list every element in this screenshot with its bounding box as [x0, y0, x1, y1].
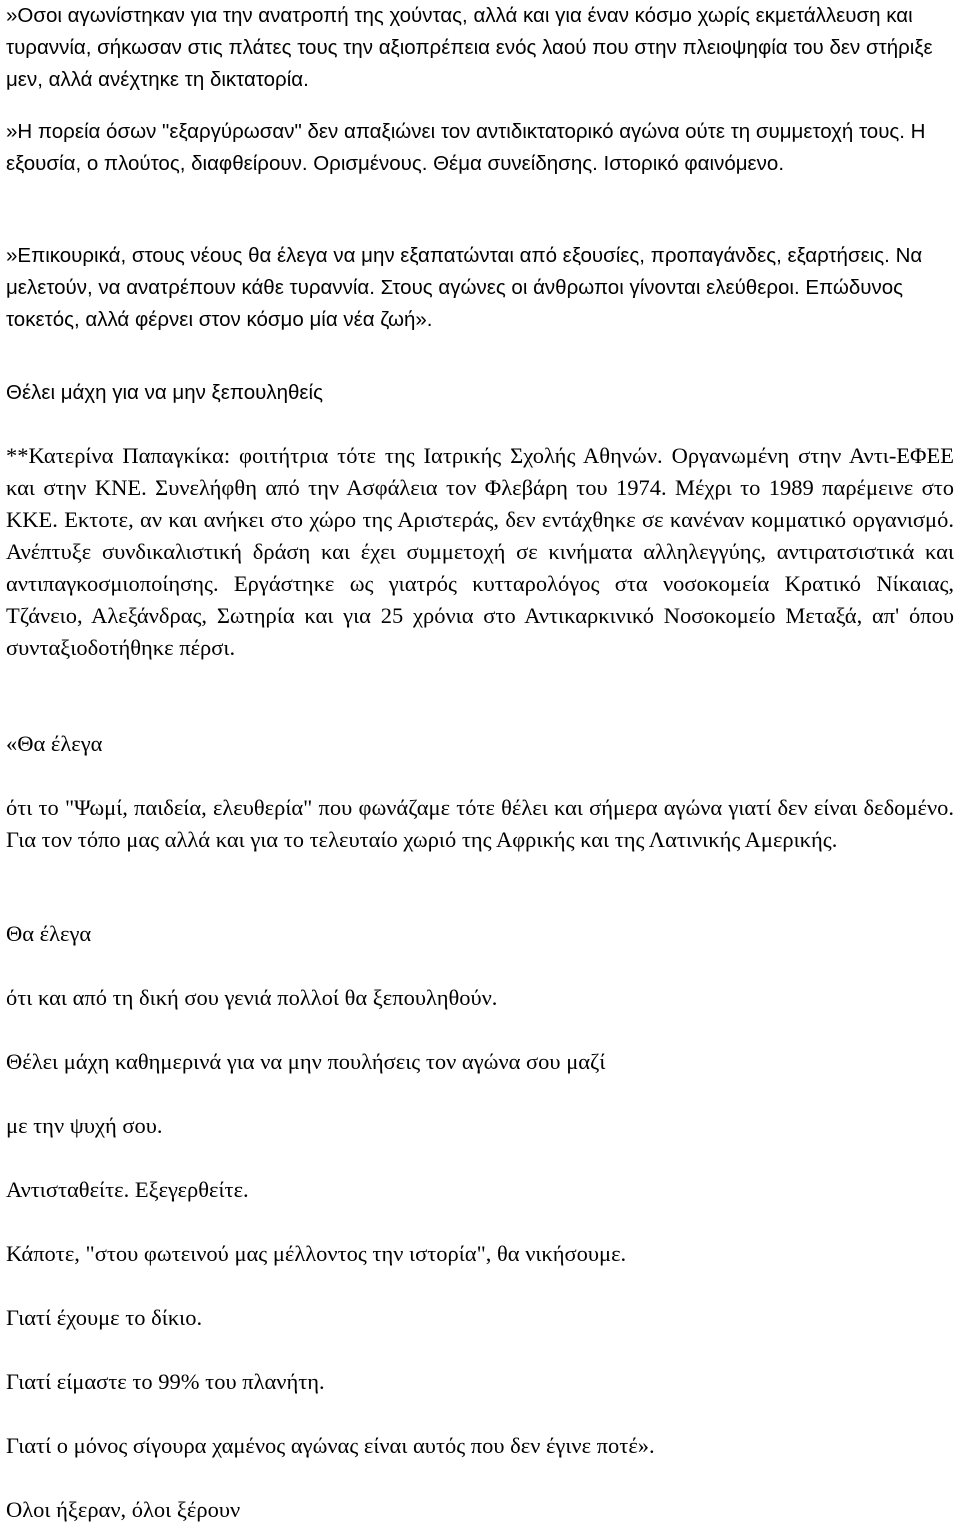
- biography-paragraph: **Κατερίνα Παπαγκίκα: φοιτήτρια τότε της Ιατρικής Σχολής Αθηνών. Οργανωμένη στην Αντι-ΕΦΕΕ και στην ΚΝΕ. Συνελήφθη από την Ασφάλεια τον Φλεβάρη του 1974. Μέχρι το 1989 παρέμεινε στο ΚΚΕ. Εκτοτε, αν και ανήκει στο χώρο της Αριστεράς, δεν εντάχθηκε σε κανέναν κομματικό οργανισμό. Ανέπτυξε συνδικαλιστική δράση και έχει συμμετοχή σε κινήματα αλληλεγγύης, αντιρατσιστικά και αντιπαγκοσμιοποίησης. Εργάστηκε ως γιατρός κυτταρολόγος στα νοσοκομεία Κρατικό Νίκαιας, Τζάνειο, Αλεξάνδρας, Σωτηρία και για 25 χρόνια στο Αντικαρκινικό Νοσοκομείο Μεταξά, απ' όπου συνταξιοδοτήθηκε πέρσι.: [6, 443, 954, 660]
- paragraph-99-percent: Γιατί είμαστε το 99% του πλανήτη.: [6, 1369, 325, 1394]
- paragraph-would-say: Θα έλεγα: [6, 921, 92, 946]
- paragraph-resist: Αντισταθείτε. Εξεγερθείτε.: [6, 1177, 249, 1202]
- quote-opening: «Θα έλεγα: [6, 731, 103, 756]
- paragraph-resistance: »Οσοι αγωνίστηκαν για την ανατροπή της χούντας, αλλά και για έναν κόσμο χωρίς εκμετάλλευση και τυραννία, σήκωσαν στις πλάτες τους την αξιοπρέπεια ενός λαού που στην πλειοψηφία του δεν στήριξε μεν, αλλά ανέχτηκε τη δικτατορία.: [6, 4, 933, 91]
- paragraph-lost-struggle: Γιατί ο μόνος σίγουρα χαμένος αγώνας είναι αυτός που δεν έγινε ποτέ».: [6, 1433, 655, 1458]
- paragraph-daily-battle: Θέλει μάχη καθημερινά για να μην πουλήσεις τον αγώνα σου μαζί: [6, 1049, 606, 1074]
- section-heading: Θέλει μάχη για να μην ξεπουληθείς: [6, 381, 323, 404]
- paragraph-course: »Η πορεία όσων "εξαργύρωσαν" δεν απαξιώνει τον αντιδικτατορικό αγώνα ούτε τη συμμετοχή τους. Η εξουσία, ο πλούτος, διαφθείρουν. Ορισμένους. Θέμα συνείδησης. Ιστορικό φαινόμενο.: [6, 120, 926, 175]
- paragraph-justice: Γιατί έχουμε το δίκιο.: [6, 1305, 203, 1330]
- paragraph-bread-education: ότι το "Ψωμί, παιδεία, ελευθερία" που φωνάζαμε τότε θέλει και σήμερα αγώνα γιατί δεν είναι δεδομένο. Για τον τόπο μας αλλά και για το τελευταίο χωριό της Αφρικής και της Λατινικής Αμερικής.: [6, 795, 954, 852]
- paragraph-someday: Κάποτε, "στου φωτεινού μας μέλλοντος την ιστορία", θα νικήσουμε.: [6, 1241, 627, 1266]
- paragraph-everyone-knew: Ολοι ήξεραν, όλοι ξέρουν: [6, 1497, 241, 1522]
- paragraph-advice: »Επικουρικά, στους νέους θα έλεγα να μην εξαπατώνται από εξουσίες, προπαγάνδες, εξαρτήσεις. Να μελετούν, να ανατρέπουν κάθε τυραννία. Στους αγώνες οι άνθρωποι γίνονται ελεύθεροι. Επώδυνος τοκετός, αλλά φέρνει στον κόσμο μία νέα ζωή».: [6, 244, 923, 331]
- paragraph-soul: με την ψυχή σου.: [6, 1113, 163, 1138]
- paragraph-sell-out: ότι και από τη δική σου γενιά πολλοί θα ξεπουληθούν.: [6, 985, 498, 1010]
